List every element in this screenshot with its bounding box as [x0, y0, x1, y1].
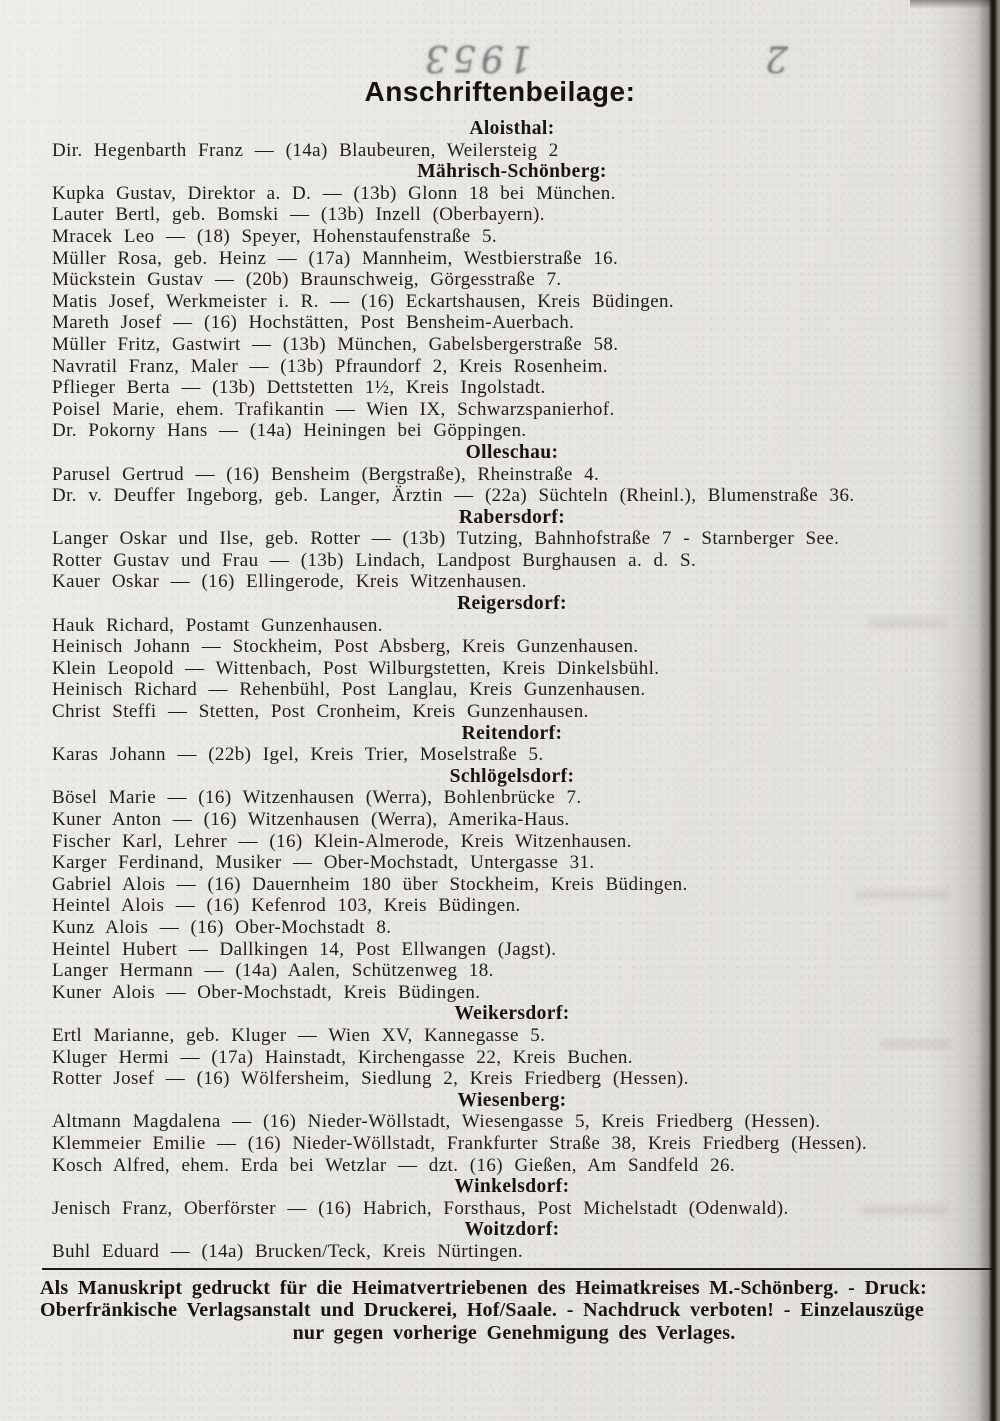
section-header: Rabersdorf: — [458, 506, 566, 528]
scan-corner-shadow — [910, 0, 1000, 9]
section-header: Reitendorf: — [461, 722, 563, 744]
address-entry: Mracek Leo — (18) Speyer, Hohenstaufenstraße 5. — [52, 225, 498, 247]
address-entry: Mückstein Gustav — (20b) Braunschweig, Görgesstraße 7. — [52, 269, 562, 291]
address-entry: Kosch Alfred, ehem. Erda bei Wetzlar — dzt. (16) Gießen, Am Sandfeld 26. — [52, 1154, 736, 1176]
address-entry: Langer Oskar und Ilse, geb. Rotter — (13b) Tutzing, Bahnhofstraße 7 - Starnberger See. — [52, 528, 840, 550]
address-entry: Kupka Gustav, Direktor a. D. — (13b) Glonn 18 bei München. — [52, 182, 616, 204]
address-entry: Gabriel Alois — (16) Dauernheim 180 über Stockheim, Kreis Büdingen. — [52, 873, 688, 895]
address-entry: Klemmeier Emilie — (16) Nieder-Wöllstadt, Frankfurter Straße 38, Kreis Friedberg (Hessen). — [52, 1132, 868, 1154]
address-entry: Rotter Gustav und Frau — (13b) Lindach, Landpost Burghausen a. d. S. — [52, 549, 697, 571]
address-entry: Kuner Alois — Ober-Mochstadt, Kreis Büdingen. — [52, 981, 481, 1003]
address-entry: Kunz Alois — (16) Ober-Mochstadt 8. — [52, 916, 392, 938]
address-entry: Heinisch Richard — Rehenbühl, Post Langlau, Kreis Gunzenhausen. — [52, 679, 646, 701]
address-entry: Kauer Oskar — (16) Ellingerode, Kreis Witzenhausen. — [52, 571, 527, 593]
section-header: Weikersdorf: — [454, 1003, 570, 1025]
address-entry: Jenisch Franz, Oberförster — (16) Habrich, Forsthaus, Post Michelstadt (Odenwald). — [52, 1197, 789, 1219]
handwritten-number: 2 — [760, 37, 788, 79]
address-entry: Buhl Eduard — (14a) Brucken/Teck, Kreis Nürtingen. — [52, 1240, 524, 1262]
address-entry: Karas Johann — (22b) Igel, Kreis Trier, Moselstraße 5. — [52, 744, 544, 766]
section-header: Mährisch-Schönberg: — [417, 161, 607, 183]
address-entry: Heintel Hubert — Dallkingen 14, Post Ellwangen (Jagst). — [52, 938, 557, 960]
section-header: Aloisthal: — [469, 118, 555, 139]
section-header: Olleschau: — [465, 441, 559, 463]
address-entry: Dir. Hegenbarth Franz — (14a) Blaubeuren, Weilersteig 2 — [52, 139, 559, 161]
address-entry: Müller Rosa, geb. Heinz — (17a) Mannheim, Westbierstraße 16. — [52, 247, 619, 269]
address-entry: Hauk Richard, Postamt Gunzenhausen. — [52, 614, 383, 636]
section-header: Schlögelsdorf: — [449, 765, 575, 787]
address-entry: Langer Hermann — (14a) Aalen, Schützenweg 18. — [52, 960, 494, 982]
handwritten-year: 1953 — [420, 37, 532, 79]
page-title: Anschriftenbeilage: — [364, 76, 636, 107]
address-entry: Heintel Alois — (16) Kefenrod 103, Kreis Büdingen. — [52, 895, 521, 917]
address-entry: Mareth Josef — (16) Hochstätten, Post Bensheim-Auerbach. — [52, 312, 575, 334]
address-entry: Navratil Franz, Maler — (13b) Pfraundorf 2, Kreis Rosenheim. — [52, 355, 608, 377]
address-entry: Bösel Marie — (16) Witzenhausen (Werra), Bohlenbrücke 7. — [52, 787, 582, 809]
address-entry: Pflieger Berta — (13b) Dettstetten 1½, Kreis Ingolstadt. — [52, 377, 546, 399]
address-entry: Müller Fritz, Gastwirt — (13b) München, Gabelsbergerstraße 58. — [52, 333, 619, 355]
address-entry: Kluger Hermi — (17a) Hainstadt, Kirchengasse 22, Kreis Buchen. — [52, 1046, 633, 1068]
imprint-line: Oberfränkische Verlagsanstalt und Druckerei, Hof/Saale. - Nachdruck verboten! - Einzelauszüge — [40, 1299, 924, 1322]
address-entry: Kuner Anton — (16) Witzenhausen (Werra), Amerika-Haus. — [52, 809, 570, 830]
footer-divider — [42, 1268, 1000, 1270]
address-entry: Matis Josef, Werkmeister i. R. — (16) Eckartshausen, Kreis Büdingen. — [52, 290, 675, 312]
address-entry: Christ Steffi — Stetten, Post Cronheim, Kreis Gunzenhausen. — [52, 701, 589, 723]
imprint-footer — [40, 1277, 988, 1344]
address-entry: Ertl Marianne, geb. Kluger — Wien XV, Kannegasse 5. — [52, 1024, 546, 1046]
address-entry: Heinisch Johann — Stockheim, Post Absberg, Kreis Gunzenhausen. — [52, 636, 639, 658]
address-entry: Dr. Pokorny Hans — (14a) Heiningen bei Göppingen. — [52, 420, 527, 442]
section-header: Wiesenberg: — [457, 1089, 567, 1111]
address-list — [52, 118, 972, 1262]
imprint-line: Als Manuskript gedruckt für die Heimatvertriebenen des Heimatkreises M.-Schönberg. - Druck: — [40, 1277, 927, 1299]
address-entry: Parusel Gertrud — (16) Bensheim (Bergstraße), Rheinstraße 4. — [52, 463, 600, 485]
address-entry: Lauter Bertl, geb. Bomski — (13b) Inzell (Oberbayern). — [52, 204, 545, 226]
address-entry: Rotter Josef — (16) Wölfersheim, Siedlung 2, Kreis Friedberg (Hessen). — [52, 1068, 689, 1090]
address-entry: Poisel Marie, ehem. Trafikantin — Wien IX, Schwarzspanierhof. — [52, 398, 615, 420]
section-header: Reigersdorf: — [457, 593, 567, 615]
section-header: Winkelsdorf: — [454, 1176, 570, 1198]
address-entry: Altmann Magdalena — (16) Nieder-Wöllstadt, Wiesengasse 5, Kreis Friedberg (Hessen). — [52, 1111, 821, 1133]
section-header: Woitzdorf: — [464, 1219, 560, 1241]
address-entry: Fischer Karl, Lehrer — (16) Klein-Almerode, Kreis Witzenhausen. — [52, 830, 632, 852]
imprint-line: nur gegen vorherige Genehmigung des Verlages. — [292, 1321, 736, 1344]
address-entry: Klein Leopold — Wittenbach, Post Wilburgstetten, Kreis Dinkelsbühl. — [52, 657, 660, 679]
address-entry: Karger Ferdinand, Musiker — Ober-Mochstadt, Untergasse 31. — [52, 852, 595, 874]
address-entry: Dr. v. Deuffer Ingeborg, geb. Langer, Ärztin — (22a) Süchteln (Rheinl.), Blumenstraße 36. — [52, 485, 855, 507]
